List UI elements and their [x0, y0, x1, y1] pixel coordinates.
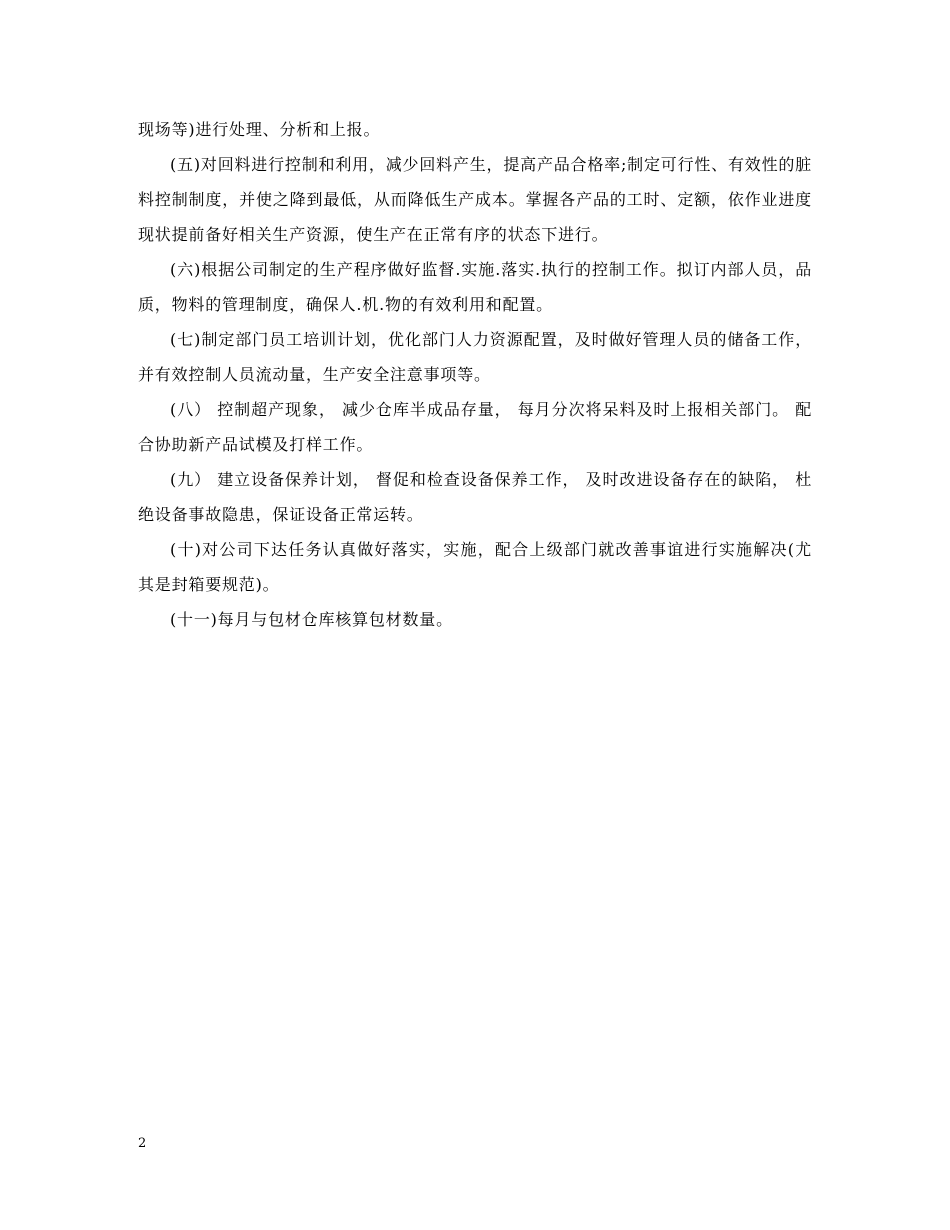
- paragraph-item-10: (十)对公司下达任务认真做好落实，实施，配合上级部门就改善事谊进行实施解决(尤其是封箱要规范)。: [138, 540, 812, 594]
- paragraph-item-8: (八） 控制超产现象， 减少仓库半成品存量， 每月分次将呆料及时上报相关部门。 配合协助新产品试模及打样工作。: [138, 400, 812, 454]
- paragraph-item-11: (十一)每月与包材仓库核算包材数量。: [170, 610, 453, 629]
- paragraph-continuation: 现场等)进行处理、分析和上报。: [138, 120, 381, 139]
- document-body: [138, 112, 812, 637]
- paragraph-item-6: (六)根据公司制定的生产程序做好监督.实施.落实.执行的控制工作。拟订内部人员，品质，物料的管理制度，确保人.机.物的有效利用和配置。: [138, 260, 812, 314]
- paragraph-item-7: (七)制定部门员工培训计划，优化部门人力资源配置，及时做好管理人员的储备工作，并有效控制人员流动量，生产安全注意事项等。: [138, 330, 812, 384]
- paragraph-item-9: (九） 建立设备保养计划， 督促和检查设备保养工作， 及时改进设备存在的缺陷， 杜绝设备事故隐患，保证设备正常运转。: [138, 470, 812, 524]
- paragraph-item-5: (五)对回料进行控制和利用，减少回料产生，提高产品合格率;制定可行性、有效性的脏料控制制度，并使之降到最低，从而降低生产成本。掌握各产品的工时、定额，依作业进度现状提前备好相关生产资源，使生产在正常有序的状态下进行。: [138, 155, 812, 244]
- page-number: 2: [138, 1136, 147, 1151]
